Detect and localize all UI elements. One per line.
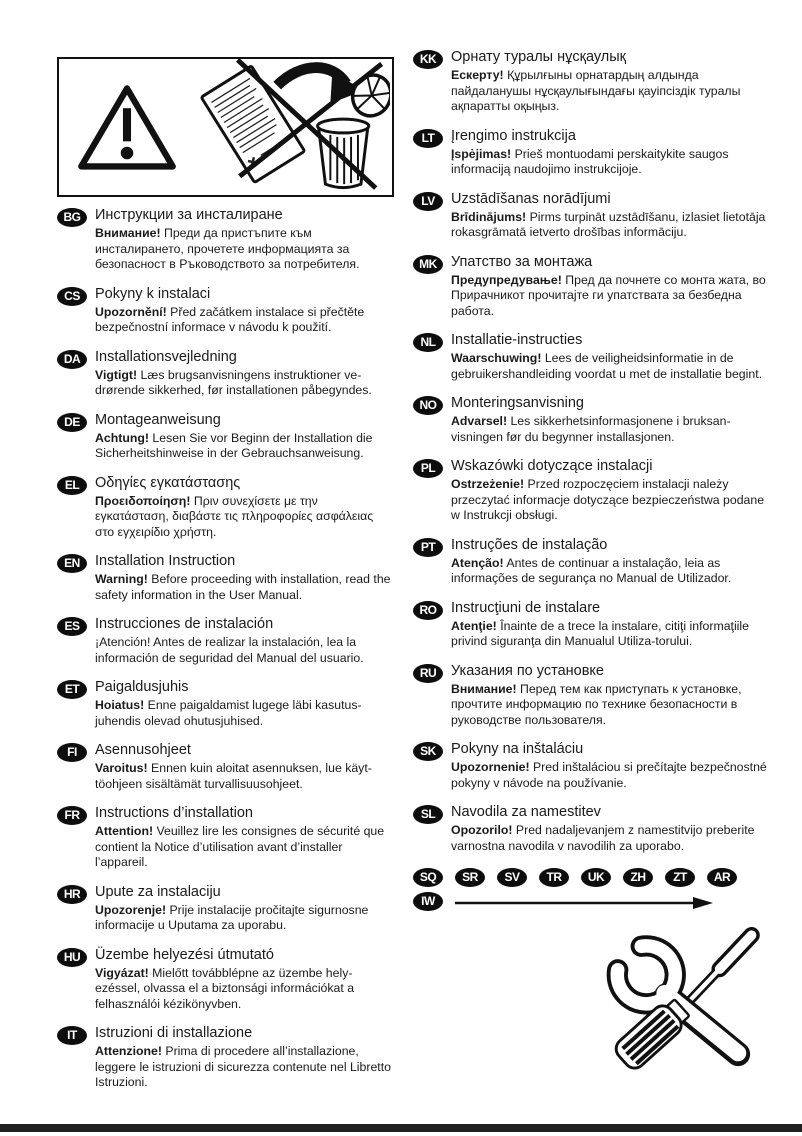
- instruction-body: [95, 494, 394, 541]
- instruction-body-rest: Enne paigaldamist lugege läbi kasutus-juhendis olevad ohutusjuhised.: [95, 698, 362, 728]
- instruction-title: Istruzioni di installazione: [95, 1025, 253, 1041]
- language-code-badge: DA: [57, 350, 87, 369]
- instruction-title: Pokyny na inštaláciu: [451, 741, 584, 757]
- warning-word: ¡Atención!: [95, 635, 151, 649]
- warning-word: Varoitus!: [95, 761, 148, 775]
- section-text: [95, 285, 394, 336]
- instruction-body: [451, 414, 770, 445]
- instruction-body-rest: Mielőtt továbblépne az üzembe hely-ezéssel, olvassa el a biztonsági információkat a felhasználói kézikönyvben.: [95, 965, 355, 1011]
- language-code-badge: NO: [413, 396, 443, 415]
- section-text: [451, 190, 770, 241]
- instruction-title: Instrucţiuni de instalare: [451, 599, 601, 616]
- language-code-badge: TR: [539, 868, 569, 887]
- instruction-body: [95, 368, 394, 399]
- language-code-badge: SR: [455, 868, 485, 887]
- warning-word: Предупредување!: [451, 272, 562, 287]
- warning-word: Vigyázat!: [95, 965, 149, 980]
- warning-word: Vigtigt!: [95, 367, 138, 382]
- language-code-badge: SQ: [413, 868, 443, 887]
- warning-illustration-box: [57, 57, 394, 197]
- instruction-body-rest: Lees de veiligheidsinformatie in de gebruikershandleiding voordat u met de installatie begint.: [451, 351, 763, 381]
- language-section: [413, 536, 770, 587]
- section-text: [451, 127, 770, 178]
- section-text: [95, 883, 394, 934]
- instruction-title: Wskazówki dotyczące instalacji: [451, 458, 653, 474]
- section-text: [451, 662, 770, 729]
- left-sections-list: [57, 206, 394, 1091]
- instruction-body: [95, 966, 394, 1013]
- warning-word: Įspėjimas!: [451, 146, 512, 161]
- warning-word: Upozornění!: [95, 304, 167, 319]
- language-section: [57, 348, 394, 399]
- language-code-badge: EL: [57, 476, 87, 495]
- warning-word: Advarsel!: [451, 414, 508, 428]
- section-text: [95, 678, 394, 729]
- language-code-badge: KK: [413, 50, 443, 69]
- do-not-discard-manual-icon: [182, 58, 390, 196]
- section-text: [451, 48, 770, 115]
- language-section: [57, 883, 394, 934]
- instruction-title: Οδηγίες εγκατάστασης: [95, 474, 241, 491]
- tools-illustration: [413, 923, 770, 1073]
- language-code-badge: FI: [57, 743, 87, 762]
- language-code-badge: SV: [497, 868, 527, 887]
- language-section: [413, 394, 770, 445]
- warning-triangle-icon: [75, 79, 179, 175]
- warning-word: Внимание!: [451, 681, 517, 696]
- language-code-badge: CS: [57, 287, 87, 306]
- language-code-badge: ZT: [665, 868, 695, 887]
- instruction-title: Üzembe helyezési útmutató: [95, 946, 274, 963]
- instruction-body-rest: Prieš montuodami perskaitykite saugos informaciją naudojimo instrukcijoje.: [451, 146, 729, 176]
- language-code-badge: UK: [581, 868, 611, 887]
- instruction-title: Upute za instalaciju: [95, 883, 221, 900]
- instruction-body-rest: Before proceeding with installation, read the safety information in the User Manual.: [95, 572, 391, 602]
- instruction-body: [95, 761, 394, 792]
- instruction-title: Asennusohjeet: [95, 742, 191, 758]
- section-text: [95, 348, 394, 399]
- language-section: [57, 285, 394, 336]
- language-section: [413, 599, 770, 650]
- instruction-body-rest: Læs brugsanvisningens instruktioner ve-drørende sikkerhed, før installationen påbegyndes.: [95, 367, 372, 397]
- section-text: [95, 411, 394, 462]
- section-text: [95, 741, 394, 792]
- language-section: [413, 662, 770, 729]
- instruction-body-rest: Πριν συνεχίσετε με την εγκατάσταση, διαβάστε τις πληροφορίες ασφάλειας στο εγχειρίδιο χρήστη.: [95, 493, 374, 539]
- section-text: [451, 457, 770, 524]
- instruction-body-rest: Ennen kuin aloitat asennuksen, lue käyt-töohjeen sisältämät turvallisuusohjeet.: [95, 761, 372, 791]
- instruction-body: [451, 273, 770, 320]
- language-code-badge: EN: [57, 554, 87, 573]
- instruction-title: Инструкции за инсталиране: [95, 207, 283, 223]
- right-arrow-icon: [453, 895, 715, 909]
- section-text: [95, 474, 394, 541]
- instruction-title: Uzstādīšanas norādījumi: [451, 190, 611, 207]
- instruction-body: [95, 572, 394, 603]
- instruction-body: [95, 903, 394, 934]
- instruction-title: Paigaldusjuhis: [95, 679, 189, 695]
- language-section: [57, 615, 394, 666]
- instruction-body: [451, 682, 770, 729]
- instruction-body: [451, 619, 770, 650]
- language-section: [57, 552, 394, 603]
- language-section: [413, 457, 770, 524]
- instruction-title: Monteringsanvisning: [451, 395, 584, 411]
- instruction-title: Pokyny k instalaci: [95, 285, 211, 302]
- instruction-body-rest: Lesen Sie vor Beginn der Installation die Sicherheitshinweise in der Gebrauchsanweisung.: [95, 430, 373, 460]
- language-code-badge: RO: [413, 601, 443, 620]
- language-code-badge: HU: [57, 948, 87, 967]
- language-code-badge: LV: [413, 192, 443, 211]
- instruction-body-rest: Înainte de a trece la instalare, citiţi informaţiile privind siguranţa din Manualul Utiliza-torului.: [451, 618, 749, 648]
- warning-word: Προειδοποίηση!: [95, 493, 191, 508]
- document-page: [57, 0, 770, 1103]
- instruction-body: [95, 226, 394, 273]
- warning-word: Attention!: [95, 824, 154, 838]
- warning-word: Hoiatus!: [95, 698, 145, 712]
- warning-word: Atenção!: [451, 555, 504, 570]
- instruction-body-rest: Przed rozpoczęciem instalacji należy przeczytać informacje dotyczące bezpieczeństwa podane w Instrukcji obsługi.: [451, 477, 765, 522]
- instruction-body-rest: Pred nadaljevanjem z namestitvijo preberite varnostna navodila v navodilih za uporabo.: [451, 823, 755, 853]
- instruction-body: [95, 698, 394, 729]
- language-section: [413, 253, 770, 320]
- warning-word: Brīdinājums!: [451, 209, 527, 224]
- warning-word: Achtung!: [95, 430, 149, 445]
- instruction-title: Орнату туралы нұсқаулық: [451, 49, 627, 65]
- instruction-title: Instruções de instalação: [451, 536, 608, 553]
- language-code-badge: FR: [57, 806, 87, 825]
- instruction-body: [95, 305, 394, 336]
- instruction-body: [451, 68, 770, 115]
- language-code-badge: PL: [413, 459, 443, 478]
- instruction-body-rest: Prije instalacije pročitajte sigurnosne informacije u Uputama za uporabu.: [95, 902, 369, 932]
- language-code-badge: DE: [57, 413, 87, 432]
- language-code-badge: IT: [57, 1026, 87, 1045]
- warning-word: Ескерту!: [451, 68, 504, 82]
- language-section: [413, 803, 770, 854]
- section-text: [451, 394, 770, 445]
- instruction-body: [451, 147, 770, 178]
- instruction-body-rest: Пред да почнете со монта жата, во Прирачникот прочитајте ги упатствата за безбедна работа.: [451, 272, 766, 318]
- warning-word: Atenţie!: [451, 618, 497, 633]
- right-column: [413, 0, 770, 1103]
- language-code-badge: BG: [57, 208, 87, 227]
- instruction-body-rest: Antes de realizar la instalación, lea la información de seguridad del Manual del usuario.: [95, 635, 364, 665]
- language-code-badge: PT: [413, 538, 443, 557]
- warning-word: Ostrzeżenie!: [451, 477, 525, 491]
- other-languages-row: [413, 866, 770, 887]
- instruction-title: Упатство за монтажа: [451, 253, 593, 270]
- language-section: [413, 48, 770, 115]
- section-text: [451, 536, 770, 587]
- language-code-badge: RU: [413, 664, 443, 683]
- instruction-title: Указания по установке: [451, 662, 604, 679]
- language-section: [57, 206, 394, 273]
- warning-word: Внимание!: [95, 226, 161, 240]
- section-text: [95, 804, 394, 871]
- language-section: [57, 946, 394, 1013]
- language-code-badge: MK: [413, 255, 443, 274]
- instruction-body: [451, 823, 770, 854]
- iw-row: [413, 892, 770, 911]
- section-text: [451, 331, 770, 382]
- warning-word: Upozornenie!: [451, 760, 530, 774]
- instruction-body: [95, 1044, 394, 1091]
- warning-word: Opozorilo!: [451, 823, 513, 837]
- section-text: [451, 803, 770, 854]
- warning-word: Attenzione!: [95, 1044, 162, 1058]
- language-section: [413, 127, 770, 178]
- warning-word: Warning!: [95, 572, 148, 586]
- instruction-body-rest: Pirms turpināt uzstādīšanu, izlasiet lietotāja rokasgrāmatā ietverto drošības informāciju.: [451, 209, 766, 239]
- section-text: [95, 615, 394, 666]
- section-text: [95, 1024, 394, 1091]
- language-section: [57, 741, 394, 792]
- language-section: [57, 804, 394, 871]
- instruction-body-rest: Pred inštaláciou si prečítajte bezpečnostné pokyny v návode na používanie.: [451, 760, 767, 790]
- instruction-body-rest: Antes de continuar a instalação, leia as informações de segurança no Manual de Utilizador.: [451, 555, 732, 585]
- instruction-body: [95, 431, 394, 462]
- language-code-badge: IW: [413, 892, 443, 911]
- instruction-title: Installation Instruction: [95, 553, 236, 569]
- left-column: [57, 0, 394, 1103]
- instruction-body-rest: Les sikkerhetsinformasjonene i bruksan-visningen før du begynner installasjonen.: [451, 414, 731, 444]
- instruction-body: [451, 210, 770, 241]
- section-text: [95, 552, 394, 603]
- language-section: [57, 1024, 394, 1091]
- instruction-title: Installatie-instructies: [451, 332, 583, 348]
- language-code-badge: LT: [413, 129, 443, 148]
- instruction-title: Įrengimo instrukcija: [451, 127, 576, 144]
- instruction-body-rest: Veuillez lire les consignes de sécurité que contient la Notice d’utilisation avant d’installer l’appareil.: [95, 824, 385, 869]
- instruction-title: Montageanweisung: [95, 411, 221, 428]
- language-code-badge: ET: [57, 680, 87, 699]
- language-section: [57, 474, 394, 541]
- instruction-body: [95, 824, 394, 871]
- instruction-body: [451, 477, 770, 524]
- instruction-body: [95, 635, 394, 666]
- wrench-screwdriver-icon: [596, 923, 768, 1073]
- instruction-body: [451, 556, 770, 587]
- warning-word: Waarschuwing!: [451, 351, 542, 365]
- warning-word: Upozorenje!: [95, 902, 167, 917]
- instruction-title: Instrucciones de instalación: [95, 616, 274, 632]
- instruction-body-rest: Prima di procedere all’installazione, leggere le istruzioni di sicurezza contenute nel Libretto Istruzioni.: [95, 1044, 391, 1089]
- instruction-body-rest: Преди да пристъпите към инсталирането, прочетете информацията за безопасност в Ръководството за потребителя.: [95, 226, 360, 271]
- language-code-badge: HR: [57, 885, 87, 904]
- section-text: [451, 253, 770, 320]
- footer-bar: [0, 1124, 802, 1132]
- section-text: [451, 599, 770, 650]
- language-section: [413, 331, 770, 382]
- language-section: [57, 678, 394, 729]
- instruction-title: Instructions d’installation: [95, 805, 253, 821]
- instruction-body-rest: Құрылғыны орнатардың алдында пайдаланушы нұсқаулығындағы қауіпсіздік туралы ақпаратты оқыңыз.: [451, 68, 741, 113]
- language-code-badge: SL: [413, 805, 443, 824]
- language-code-badge: ZH: [623, 868, 653, 887]
- section-text: [451, 740, 770, 791]
- instruction-title: Installationsvejledning: [95, 348, 237, 365]
- right-sections-list: [413, 48, 770, 854]
- instruction-title: Navodila za namestitev: [451, 804, 601, 820]
- instruction-body: [451, 351, 770, 382]
- language-section: [413, 740, 770, 791]
- language-section: [57, 411, 394, 462]
- section-text: [95, 946, 394, 1013]
- language-code-badge: ES: [57, 617, 87, 636]
- language-code-badge: AR: [707, 868, 737, 887]
- section-text: [95, 206, 394, 273]
- instruction-body-rest: Před začátkem instalace si přečtěte bezpečnostní informace v návodu k použití.: [95, 304, 365, 334]
- language-section: [413, 190, 770, 241]
- instruction-body-rest: Перед тем как приступать к установке, прочтите информацию по технике безопасности в руководстве пользователя.: [451, 681, 742, 727]
- instruction-body: [451, 760, 770, 791]
- language-code-badge: NL: [413, 333, 443, 352]
- language-code-badge: SK: [413, 742, 443, 761]
